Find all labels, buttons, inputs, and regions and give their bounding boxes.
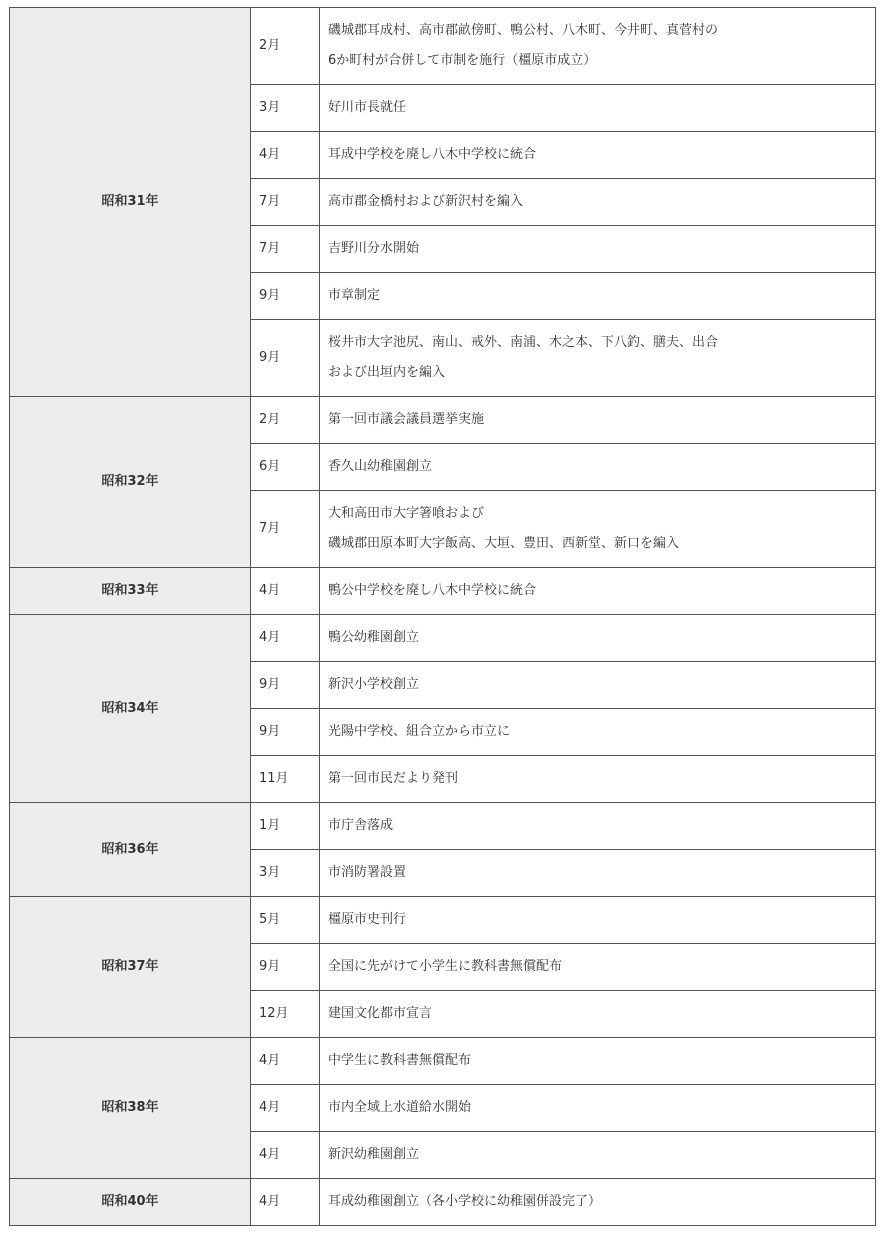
event-cell xyxy=(320,1179,876,1226)
event-text: 市庁舎落成 xyxy=(328,818,394,833)
month-cell: 3月 xyxy=(251,85,320,132)
year-cell: 昭和37年 xyxy=(10,897,251,1038)
event-cell xyxy=(320,1038,876,1085)
month-cell: 7月 xyxy=(251,491,320,568)
event-text: 高市郡金橋村および新沢村を編入 xyxy=(328,194,524,209)
event-cell xyxy=(320,991,876,1038)
event-text: 鴨公幼稚園創立 xyxy=(328,630,420,645)
event-text: 光陽中学校、組合立から市立に xyxy=(328,724,511,739)
event-text: 6か町村が合併して市制を施行（橿原市成立） xyxy=(328,53,597,68)
event-cell xyxy=(320,444,876,491)
year-cell: 昭和36年 xyxy=(10,803,251,897)
month-cell: 4月 xyxy=(251,132,320,179)
month-cell: 9月 xyxy=(251,709,320,756)
month-cell: 2月 xyxy=(251,397,320,444)
month-cell: 2月 xyxy=(251,8,320,85)
event-text: 市章制定 xyxy=(328,288,381,303)
event-text: 耳成中学校を廃し八木中学校に統合 xyxy=(328,147,537,162)
event-cell xyxy=(320,8,876,85)
event-cell xyxy=(320,1085,876,1132)
month-cell: 11月 xyxy=(251,756,320,803)
table-row xyxy=(10,1179,876,1226)
event-cell xyxy=(320,397,876,444)
month-cell: 9月 xyxy=(251,944,320,991)
month-cell: 9月 xyxy=(251,662,320,709)
event-cell xyxy=(320,491,876,568)
event-text: 耳成幼稚園創立（各小学校に幼稚園併設完了） xyxy=(328,1194,602,1209)
event-text: 好川市長就任 xyxy=(328,100,407,115)
event-text: 市消防署設置 xyxy=(328,865,407,880)
month-cell: 9月 xyxy=(251,273,320,320)
event-cell xyxy=(320,1132,876,1179)
month-cell: 4月 xyxy=(251,1132,320,1179)
event-cell xyxy=(320,320,876,397)
table-row xyxy=(10,8,876,85)
month-cell: 6月 xyxy=(251,444,320,491)
history-table-body xyxy=(10,8,876,1226)
event-text: 新沢幼稚園創立 xyxy=(328,1147,420,1162)
event-text: 新沢小学校創立 xyxy=(328,677,420,692)
event-cell xyxy=(320,897,876,944)
month-cell: 12月 xyxy=(251,991,320,1038)
event-text: 磯城郡田原本町大字飯高、大垣、豊田、西新堂、新口を編入 xyxy=(328,536,680,551)
month-cell: 9月 xyxy=(251,320,320,397)
event-cell xyxy=(320,662,876,709)
table-row xyxy=(10,897,876,944)
event-cell xyxy=(320,226,876,273)
month-cell: 4月 xyxy=(251,615,320,662)
month-cell: 1月 xyxy=(251,803,320,850)
table-row xyxy=(10,1038,876,1085)
table-row xyxy=(10,803,876,850)
event-text: および出垣内を編入 xyxy=(328,365,446,380)
event-text: 橿原市史刊行 xyxy=(328,912,407,927)
history-table xyxy=(9,7,876,1226)
event-text: 市内全域上水道給水開始 xyxy=(328,1100,472,1115)
year-cell: 昭和40年 xyxy=(10,1179,251,1226)
month-cell: 4月 xyxy=(251,1038,320,1085)
event-cell xyxy=(320,709,876,756)
event-cell xyxy=(320,756,876,803)
event-text: 建国文化都市宣言 xyxy=(328,1006,433,1021)
month-cell: 7月 xyxy=(251,226,320,273)
event-cell xyxy=(320,179,876,226)
event-text: 磯城郡耳成村、高市郡畝傍町、鴨公村、八木町、今井町、真菅村の xyxy=(328,23,719,38)
event-cell xyxy=(320,568,876,615)
event-text: 吉野川分水開始 xyxy=(328,241,420,256)
month-cell: 3月 xyxy=(251,850,320,897)
year-cell: 昭和38年 xyxy=(10,1038,251,1179)
event-text: 大和高田市大字箸喰および xyxy=(328,506,485,521)
month-cell: 4月 xyxy=(251,568,320,615)
event-cell xyxy=(320,132,876,179)
event-cell xyxy=(320,273,876,320)
year-cell: 昭和33年 xyxy=(10,568,251,615)
month-cell: 7月 xyxy=(251,179,320,226)
event-cell xyxy=(320,850,876,897)
month-cell: 4月 xyxy=(251,1085,320,1132)
year-cell: 昭和32年 xyxy=(10,397,251,568)
event-text: 第一回市民だより発刊 xyxy=(328,771,459,786)
event-cell xyxy=(320,85,876,132)
event-cell xyxy=(320,944,876,991)
table-row xyxy=(10,615,876,662)
event-text: 中学生に教科書無償配布 xyxy=(328,1053,472,1068)
table-row xyxy=(10,568,876,615)
event-cell xyxy=(320,803,876,850)
event-text: 第一回市議会議員選挙実施 xyxy=(328,412,485,427)
year-cell: 昭和34年 xyxy=(10,615,251,803)
month-cell: 4月 xyxy=(251,1179,320,1226)
table-row xyxy=(10,397,876,444)
event-text: 鴨公中学校を廃し八木中学校に統合 xyxy=(328,583,537,598)
event-text: 香久山幼稚園創立 xyxy=(328,459,433,474)
year-cell: 昭和31年 xyxy=(10,8,251,397)
event-text: 桜井市大字池尻、南山、戒外、南浦、木之本、下八釣、膳夫、出合 xyxy=(328,335,719,350)
event-cell xyxy=(320,615,876,662)
month-cell: 5月 xyxy=(251,897,320,944)
event-text: 全国に先がけて小学生に教科書無償配布 xyxy=(328,959,563,974)
